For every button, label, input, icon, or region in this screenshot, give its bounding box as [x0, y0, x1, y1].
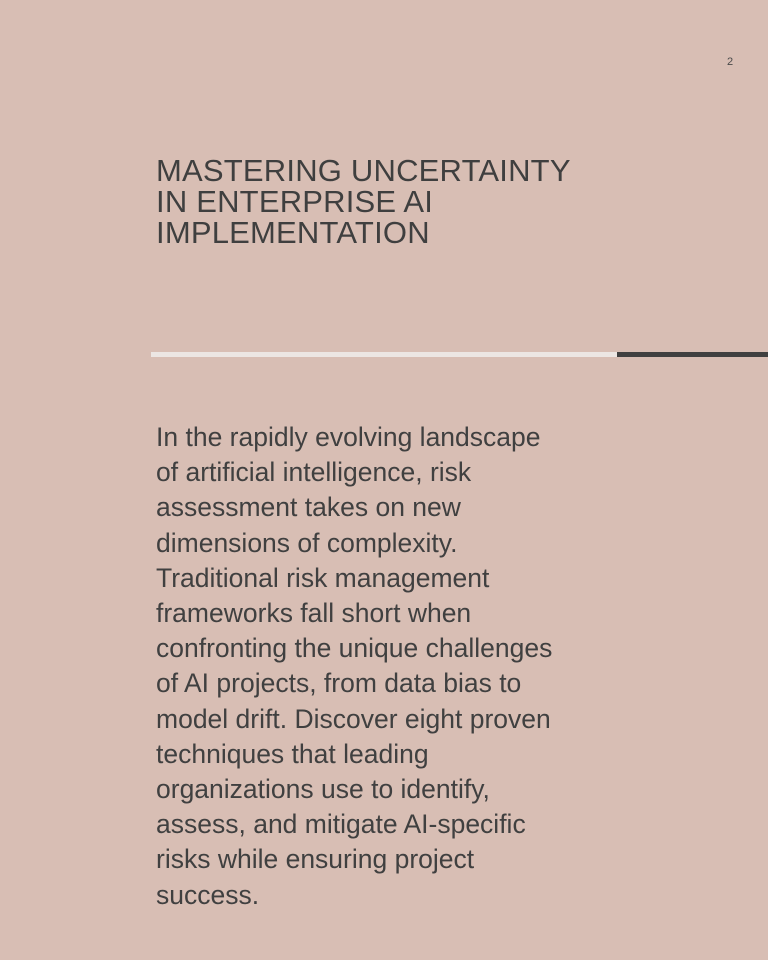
page-number: 2: [726, 56, 734, 68]
body-paragraph: In the rapidly evolving landscape of artificial intelligence, risk assessment takes on new dimensions of complexity. Traditional risk management frameworks fall short when confronting the unique challenges of AI projects, from data bias to model drift. Discover eight proven techniques that leading organizations use to identify, assess, and mitigate AI-specific risks while ensuring project success.: [156, 422, 553, 910]
slide-title: MASTERING UNCERTAINTY IN ENTERPRISE AI IMPLEMENTATION: [156, 153, 571, 250]
divider-light: [151, 352, 617, 357]
divider-dark: [617, 352, 768, 357]
